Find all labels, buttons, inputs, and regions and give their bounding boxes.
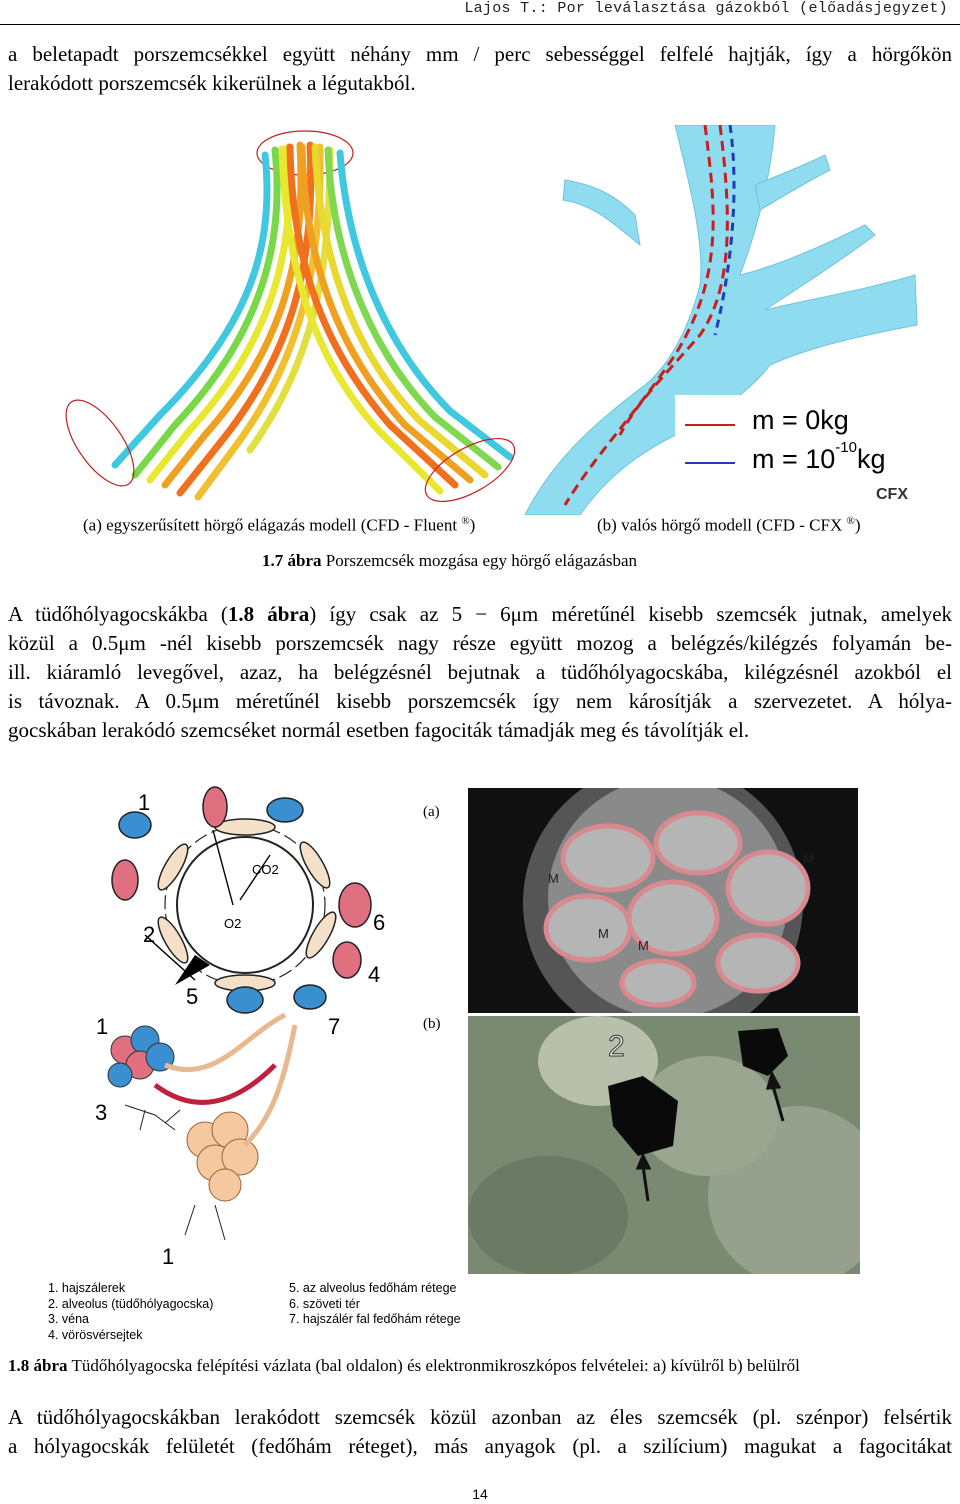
legend-m-zero: m = 0kg xyxy=(752,405,849,435)
diagram-label-7: 7 xyxy=(328,1014,341,1039)
red-blood-cells xyxy=(112,787,371,978)
legend-right xyxy=(289,1281,461,1328)
figure-1-7-caption xyxy=(262,551,637,571)
body-text: A tüdőhólyagocskákba ( xyxy=(8,602,228,626)
macrophage-m-4: M xyxy=(638,938,649,953)
intro-line: a beletapadt porszemcsékkel együtt néhány mm / perc sebességgel felfelé hajtják, így a hörgőkön xyxy=(8,42,952,66)
diagram-label-6: 6 xyxy=(373,910,386,935)
subcaption-a-text: (a) egyszerűsített hörgő elágazás modell (CFD - Fluent xyxy=(83,515,458,535)
body-line xyxy=(8,600,952,629)
diagram-label-2: 2 xyxy=(143,922,156,947)
micrograph-label-2: 2 xyxy=(608,1030,625,1063)
body-line: ill. kiáramló levegővel, azaz, ha belégzésnél bejutnak a tüdőhólyagocskába, kilégzésnél azokból el xyxy=(8,660,952,684)
legend-m-ten-prefix: m = 10 xyxy=(752,444,836,474)
registered-mark: ® xyxy=(461,515,470,527)
body-line: gocskában lerakódó szemcséket normál esetben fagociták támadják meg és távolítják el. xyxy=(8,718,750,742)
diagram-label-5: 5 xyxy=(186,984,199,1009)
diagram-label-1b: 1 xyxy=(96,1014,109,1039)
legend-m-ten-suffix: kg xyxy=(856,444,886,474)
legend-item: 4. vörösvérsejtek xyxy=(48,1327,143,1342)
closing-line: a hólyagocskák felületét (fedőhám réteget), más anyagok (pl. a szilícium) magukat a fagocitákat xyxy=(8,1434,952,1458)
legend-item: 1. hajszálerek xyxy=(48,1281,126,1295)
legend-item: 7. hajszálér fal fedőhám rétege xyxy=(289,1312,461,1326)
alveolus-schematic xyxy=(85,785,415,1275)
legend-left xyxy=(48,1281,213,1343)
figure-1-8-caption-text: Tüdőhólyagocska felépítési vázlata (bal oldalon) és elektronmikroszkópos felvételei: a) kívülről b) belülről xyxy=(67,1356,800,1375)
figure-1-7-caption-text: Porszemcsék mozgása egy hörgő elágazásban xyxy=(321,551,637,570)
body-line: közül a 0.5μm -nél kisebb porszemcsék nagy része együtt mozog a belégzés/kilégzés folyamán be- xyxy=(8,631,952,655)
particle-tracks xyxy=(115,145,510,497)
figure-1-8-number: 1.8 ábra xyxy=(8,1356,68,1375)
micrograph-label-b: (b) xyxy=(423,1016,441,1032)
micrograph-exterior xyxy=(468,788,858,1013)
running-header: Lajos T.: Por leválasztása gázokból (előadásjegyzet) xyxy=(464,0,948,17)
diagram-label-1: 1 xyxy=(138,790,151,815)
diagram-label-3: 3 xyxy=(95,1100,108,1125)
legend-m-ten xyxy=(752,439,886,475)
subcaption-a-close: ) xyxy=(469,515,476,535)
diagram-label-4: 4 xyxy=(368,962,381,987)
o2-label: O2 xyxy=(224,916,242,931)
closing-paragraph xyxy=(8,1403,952,1461)
cfx-logo: CFX xyxy=(876,486,908,503)
bifurcation-simplified-model xyxy=(60,125,520,515)
figure-1-7-number: 1.7 ábra xyxy=(262,551,322,570)
subcaption-b-close: ) xyxy=(854,515,861,535)
legend-item: 5. az alveolus fedőhám rétege xyxy=(289,1281,457,1295)
macrophage-m-1: M xyxy=(803,851,814,866)
subcaption-b xyxy=(597,515,861,536)
page-number: 14 xyxy=(472,1486,488,1502)
macrophage-m-2: M xyxy=(548,871,559,886)
subcaption-b-text: (b) valós hörgő modell (CFD - CFX xyxy=(597,515,843,535)
co2-label: CO2 xyxy=(252,862,279,877)
closing-line: A tüdőhólyagocskákban lerakódott szemcsék közül azonban az éles szemcsék (pl. szénpor) felsértik xyxy=(8,1405,952,1429)
body-text: ) így csak az 5 − 6μm méretűnél kisebb szemcsék jutnak, amelyek xyxy=(309,602,953,626)
intro-paragraph xyxy=(8,40,952,98)
micrograph-label-a: (a) xyxy=(423,804,440,820)
macrophage-m-3: M xyxy=(598,926,609,941)
micrograph-interior xyxy=(468,1016,860,1274)
diagram-label-1c: 1 xyxy=(162,1244,175,1269)
legend-item: 6. szöveti tér xyxy=(289,1296,360,1311)
body-paragraph xyxy=(8,600,952,745)
legend-item: 2. alveolus (tüdőhólyagocska) xyxy=(48,1296,214,1311)
subcaption-a xyxy=(83,515,475,536)
registered-mark: ® xyxy=(846,515,855,527)
intro-line: lerakódott porszemcsék kikerülnek a légutakból. xyxy=(8,71,416,95)
header-rule xyxy=(0,24,960,25)
legend-m-ten-exp: -10 xyxy=(835,439,857,456)
figure-1-8-caption xyxy=(8,1356,800,1376)
legend-item: 3. véna xyxy=(48,1312,90,1326)
body-line: is távoznak. A 0.5μm méretűnél kisebb porszemcsék így nem károsítják a szervezetet. A hólya- xyxy=(8,689,952,713)
figure-reference[interactable]: 1.8 ábra xyxy=(227,602,310,626)
